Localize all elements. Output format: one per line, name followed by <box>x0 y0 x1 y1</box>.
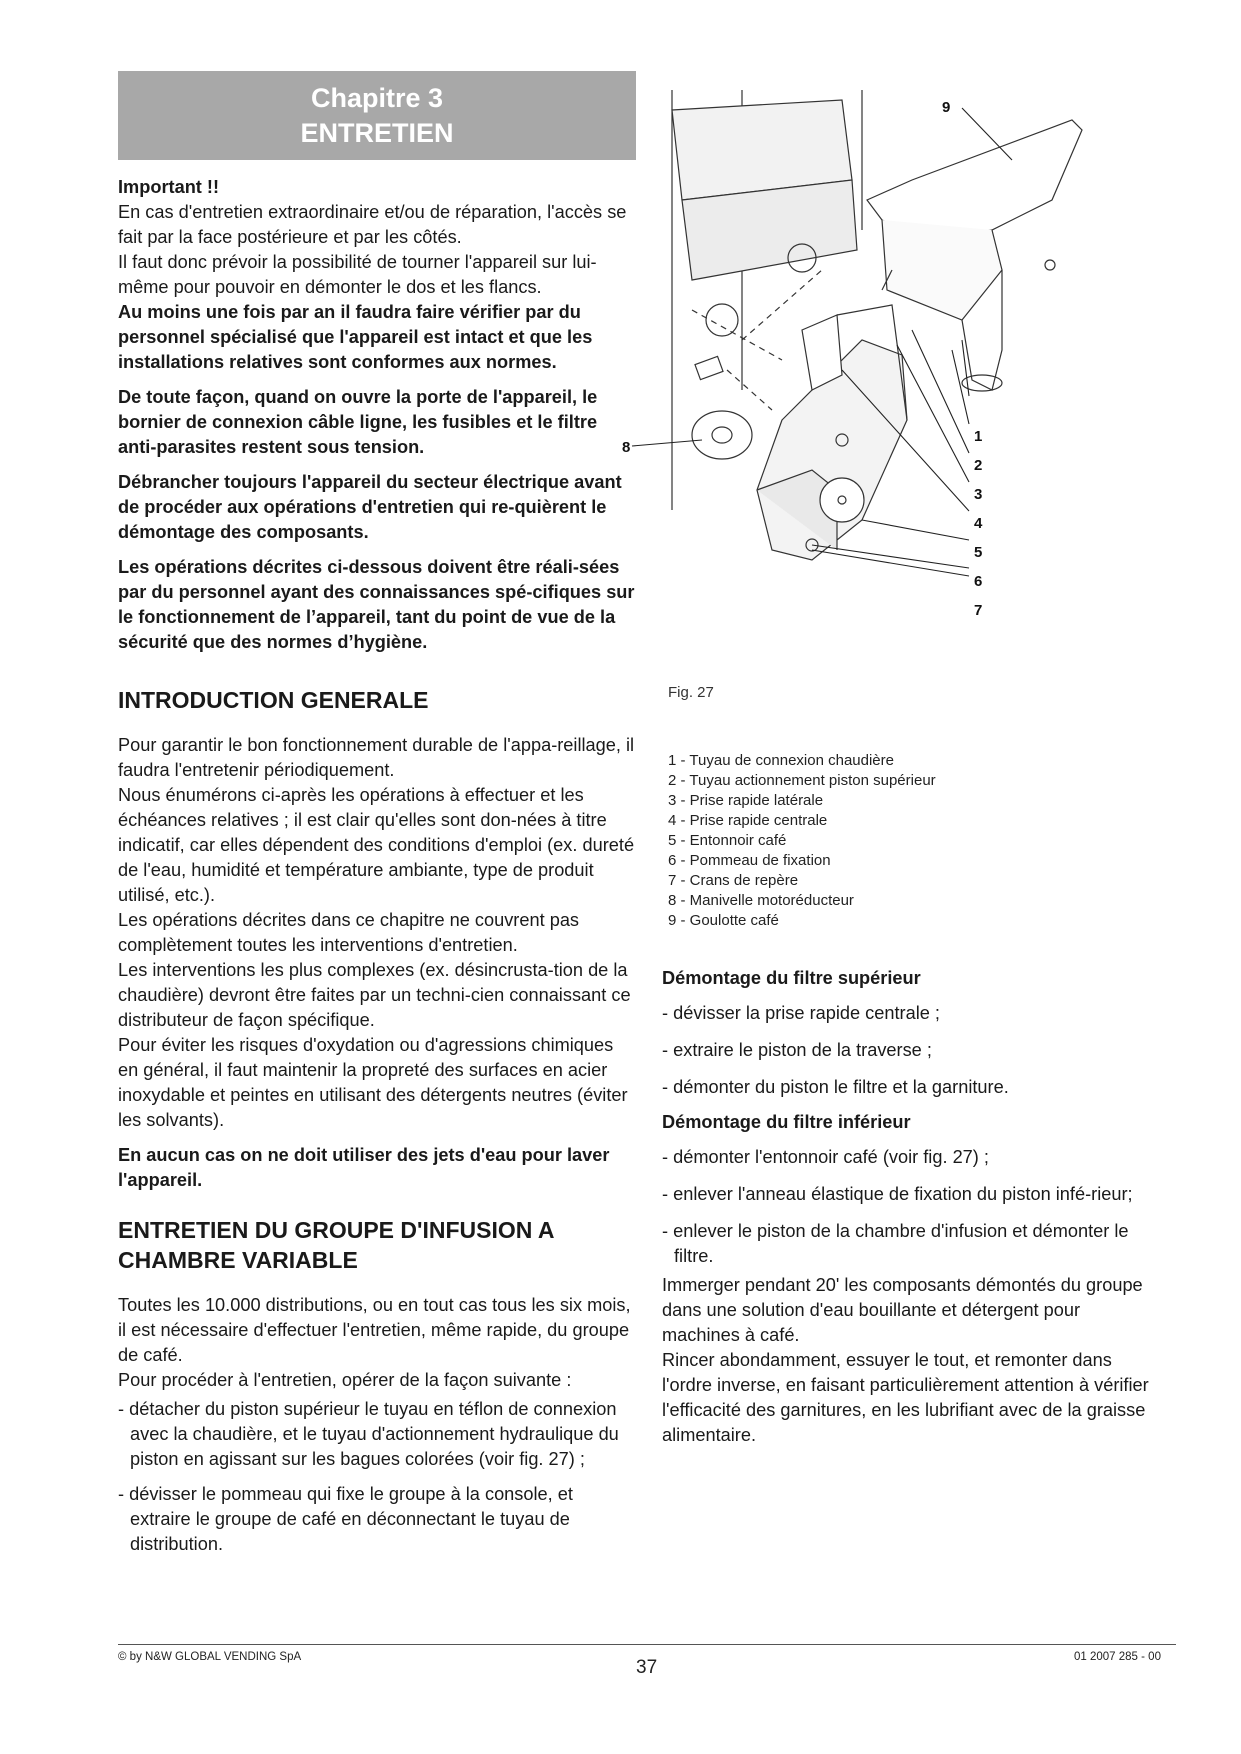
warning-paragraph: Débrancher toujours l'appareil du secteur électrique avant de procéder aux opérations d'entretien qui re-quièrent le démontage des composants. <box>118 472 622 542</box>
legend-item: 8 - Manivelle motoréducteur <box>668 892 854 909</box>
paragraph: Nous énumérons ci-après les opérations à effectuer et les échéances relatives ; il est clair qu'elles sont don-nées à titre indicatif, car elles dépendent des conditions d'emploi (ex. dureté de l'eau, humidité et température ambiante, type de produit utilisé, etc.). <box>118 785 635 905</box>
section-heading: ENTRETIEN DU GROUPE D'INFUSION A CHAMBRE VARIABLE <box>118 1217 554 1273</box>
page-number: 37 <box>636 1657 658 1678</box>
list-item: - extraire le piston de la traverse ; <box>662 1040 932 1060</box>
warning-paragraph: Les opérations décrites ci-dessous doivent être réali-sées par du personnel ayant des connaissances spé-cifiques sur le fonctionnement de l’appareil, tant du point de vue de la sécurité que des normes d’hygiène. <box>118 557 635 652</box>
chapter-banner <box>118 71 636 160</box>
legend-item: 6 - Pommeau de fixation <box>668 852 831 869</box>
warning-paragraph: Au moins une fois par an il faudra faire vérifier par du personnel spécialisé que l'appareil est intact et que les installations relatives sont conformes aux normes. <box>118 302 593 372</box>
legend-item: 1 - Tuyau de connexion chaudière <box>668 752 894 769</box>
list-item: - détacher du piston supérieur le tuyau en téflon de connexion avec la chaudière, et le tuyau d'actionnement hydraulique du piston en agissant sur les bagues colorées (voir fig. 27) ; <box>118 1399 619 1469</box>
list-item: - enlever l'anneau élastique de fixation du piston infé-rieur; <box>662 1184 1133 1204</box>
legend-item: 9 - Goulotte café <box>668 912 779 929</box>
figure-caption: Fig. 27 <box>668 684 714 701</box>
paragraph: Les interventions les plus complexes (ex. désincrusta-tion de la chaudière) devront être faites par un techni-cien connaissant ce distributeur de façon spécifique. <box>118 960 631 1030</box>
callout-5: 5 <box>974 544 983 561</box>
legend-item: 2 - Tuyau actionnement piston supérieur <box>668 772 936 789</box>
callout-1: 1 <box>974 428 983 445</box>
legend-item: 5 - Entonnoir café <box>668 832 787 849</box>
subsection-heading: Démontage du filtre supérieur <box>662 968 921 988</box>
list-item: - enlever le piston de la chambre d'infusion et démonter le filtre. <box>662 1221 1129 1266</box>
paragraph: Toutes les 10.000 distributions, ou en tout cas tous les six mois, il est nécessaire d'effectuer l'entretien, même rapide, du groupe de café. <box>118 1295 631 1365</box>
footer-divider <box>118 1644 1176 1645</box>
callout-7: 7 <box>974 602 983 619</box>
legend-item: 3 - Prise rapide latérale <box>668 792 824 809</box>
callout-8: 8 <box>622 439 631 456</box>
figure-legend <box>668 751 936 931</box>
list-item: - dévisser le pommeau qui fixe le groupe à la console, et extraire le groupe de café en déconnectant le tuyau de distribution. <box>118 1484 573 1554</box>
document-code: 01 2007 285 - 00 <box>1074 1651 1161 1663</box>
list-item: - démonter l'entonnoir café (voir fig. 27) ; <box>662 1147 989 1167</box>
list-item: - démonter du piston le filtre et la garniture. <box>662 1077 1009 1097</box>
callout-2: 2 <box>974 457 983 474</box>
important-title: Important !! <box>118 177 220 197</box>
legend-item: 4 - Prise rapide centrale <box>668 812 828 829</box>
paragraph: Pour garantir le bon fonctionnement durable de l'appa-reillage, il faudra l'entretenir périodiquement. <box>118 735 635 780</box>
chapter-title: ENTRETIEN <box>300 117 454 148</box>
paragraph: Il faut donc prévoir la possibilité de tourner l'appareil sur lui-même pour pouvoir en démonter le dos et les flancs. <box>118 252 597 297</box>
paragraph: Pour procéder à l'entretien, opérer de la façon suivante : <box>118 1370 572 1390</box>
warning-paragraph: De toute façon, quand on ouvre la porte de l'appareil, le bornier de connexion câble ligne, les fusibles et le filtre anti-parasites restent sous tension. <box>118 387 598 457</box>
callout-3: 3 <box>974 486 983 503</box>
left-column <box>118 175 636 1557</box>
legend-item: 7 - Crans de repère <box>668 872 799 889</box>
callout-4: 4 <box>974 515 983 532</box>
paragraph: Les opérations décrites dans ce chapitre ne couvrent pas complètement toutes les interventions d'entretien. <box>118 910 580 955</box>
paragraph: Pour éviter les risques d'oxydation ou d'agressions chimiques en général, il faut maintenir la propreté des surfaces en acier inoxydable et peintes en utilisant des détergents neutres (éviter les solvants). <box>118 1035 628 1130</box>
callout-6: 6 <box>974 573 983 590</box>
paragraph: Rincer abondamment, essuyer le tout, et remonter dans l'ordre inverse, en faisant particulièrement attention à vérifier l'efficacité des garnitures, en les lubrifiant avec de la graisse alimentaire. <box>662 1350 1149 1445</box>
subsection-heading: Démontage du filtre inférieur <box>662 1112 911 1132</box>
paragraph: En cas d'entretien extraordinaire et/ou de réparation, l'accès se fait par la face postérieure et par les côtés. <box>118 202 627 247</box>
chapter-number: Chapitre 3 <box>310 82 444 113</box>
footer-copyright: © by N&W GLOBAL VENDING SpA <box>118 1651 302 1663</box>
paragraph: Immerger pendant 20' les composants démontés du groupe dans une solution d'eau bouillante et détergent pour machines à café. <box>662 1275 1143 1345</box>
figure-27-diagram <box>622 90 1102 650</box>
section-heading: INTRODUCTION GENERALE <box>118 687 429 713</box>
warning-paragraph: En aucun cas on ne doit utiliser des jets d'eau pour laver l'appareil. <box>118 1145 610 1190</box>
right-column <box>662 966 1162 1448</box>
list-item: - dévisser la prise rapide centrale ; <box>662 1003 940 1023</box>
callout-9: 9 <box>942 99 951 116</box>
